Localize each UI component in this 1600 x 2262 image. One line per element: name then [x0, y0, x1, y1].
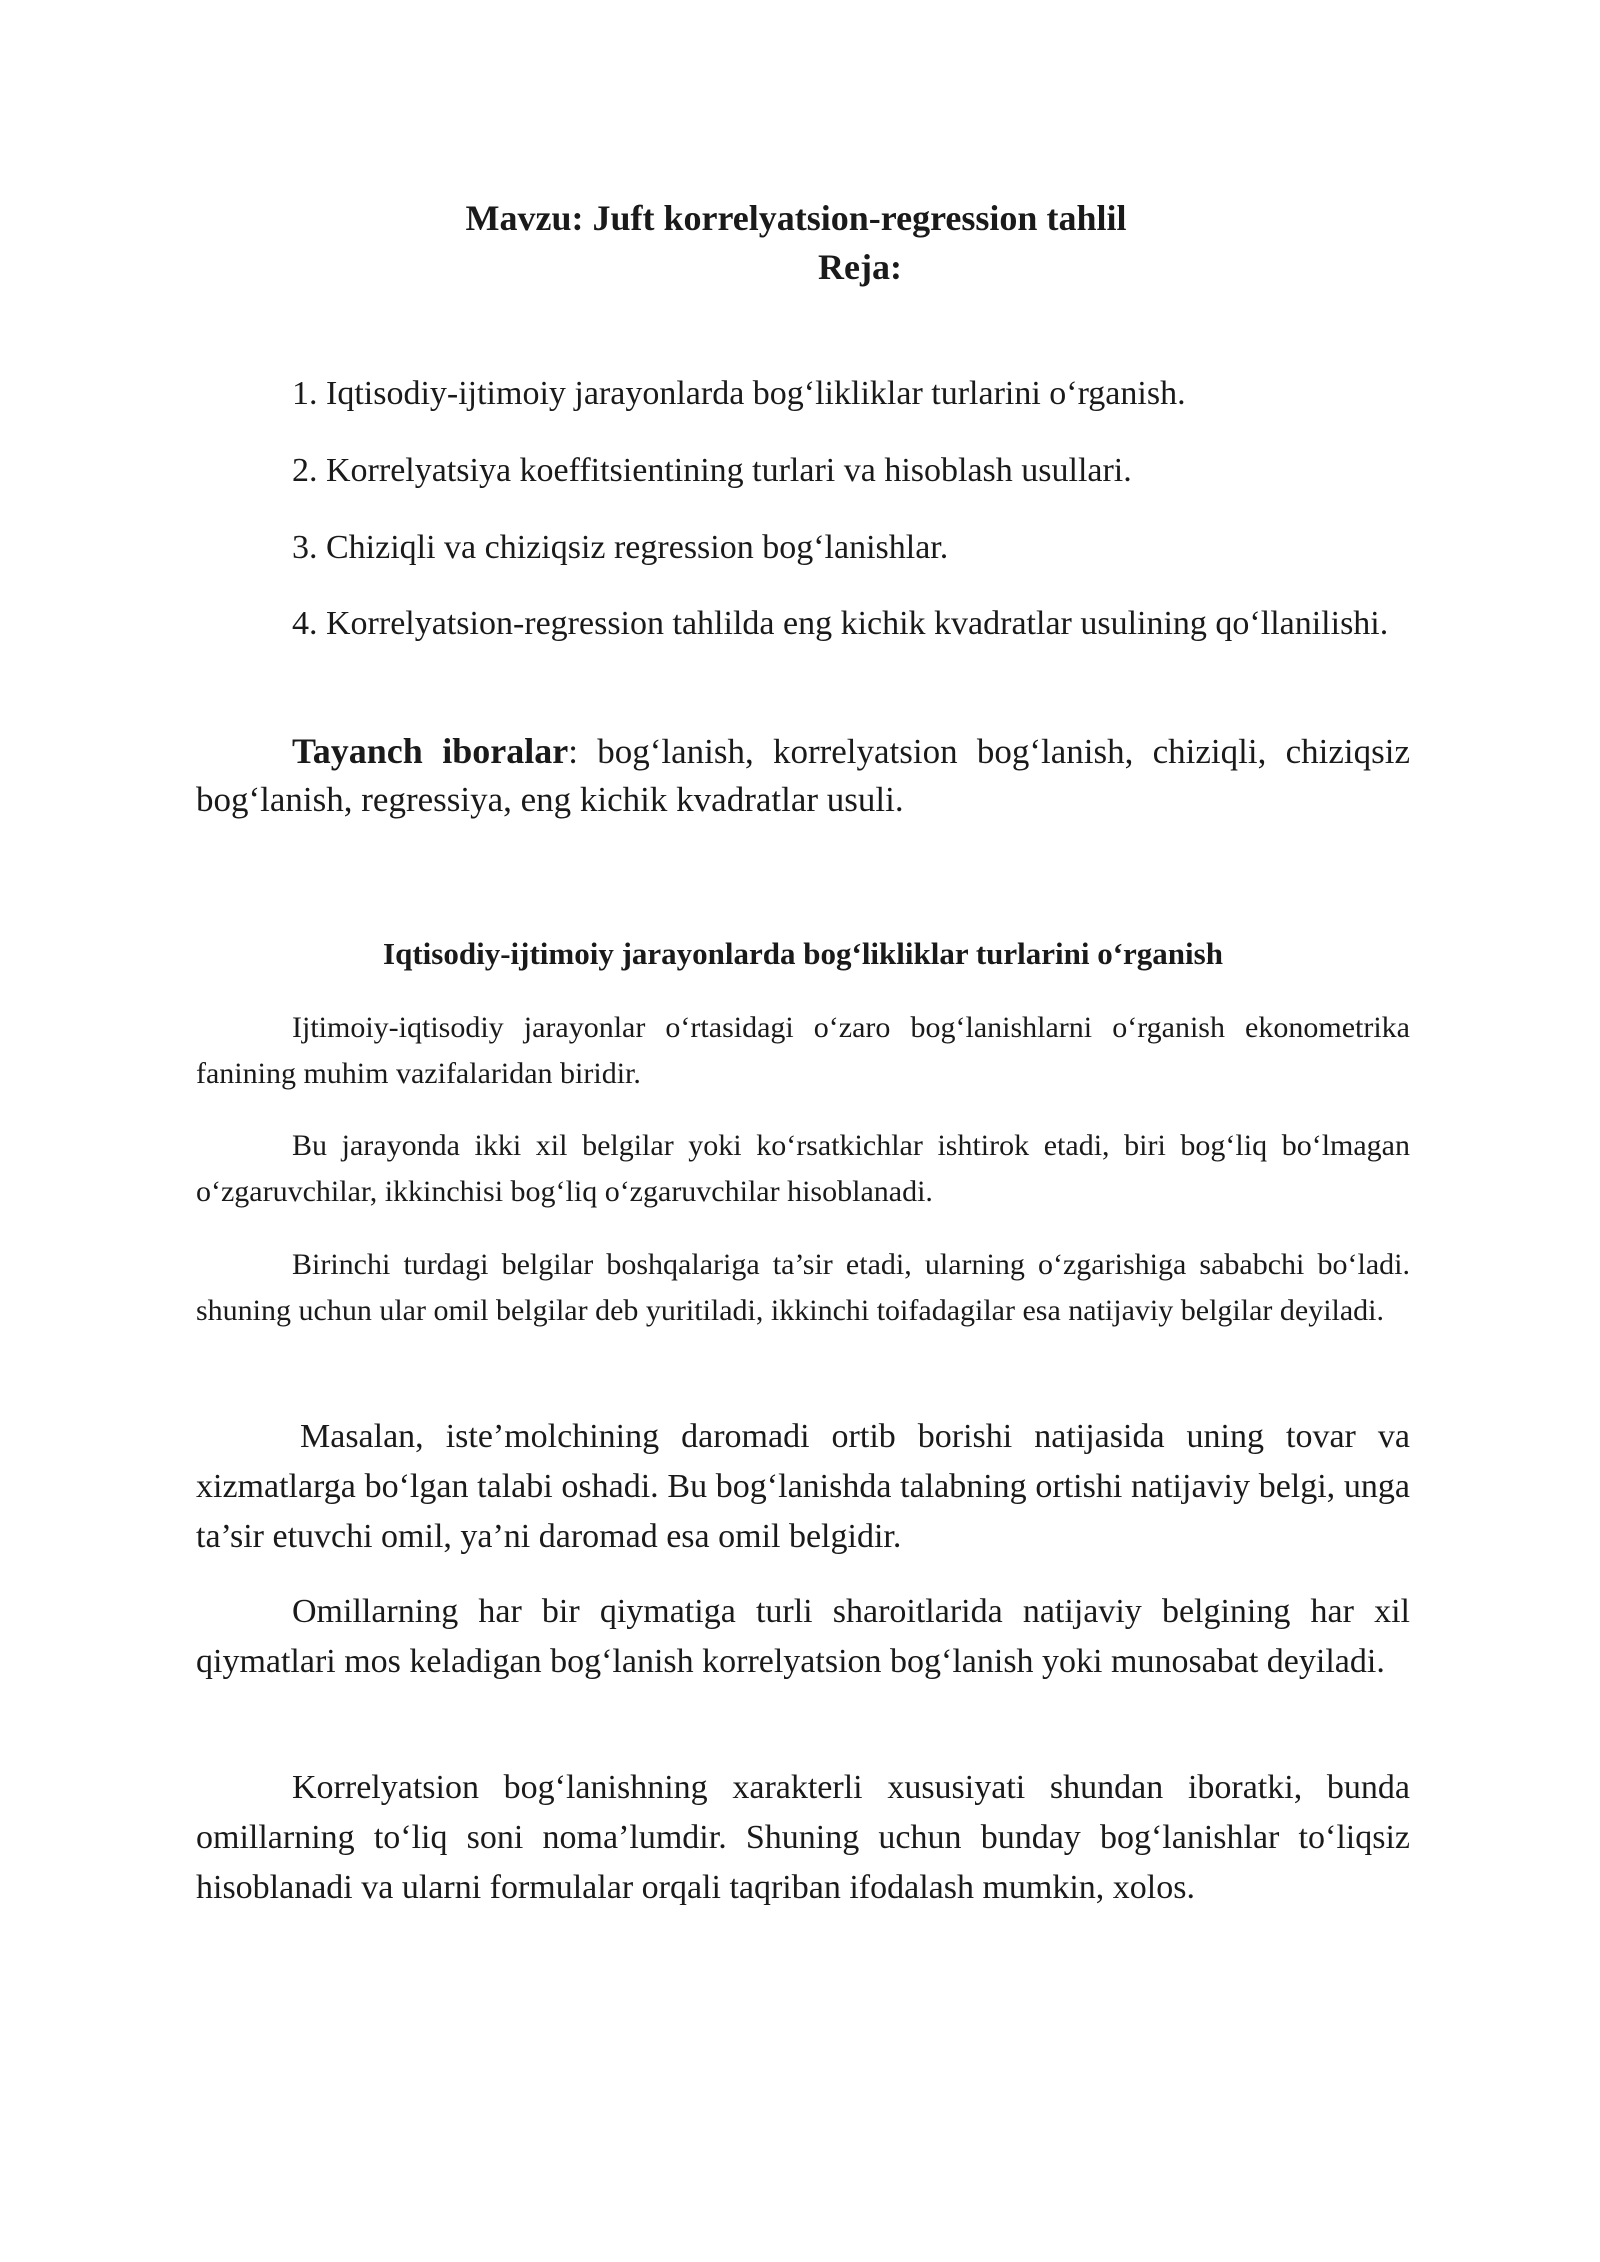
keywords-paragraph [196, 727, 1410, 824]
body-paragraph: Ijtimoiy-iqtisodiy jarayonlar o‘rtasidagi o‘zaro bog‘lanishlarni o‘rganish ekonometrika fanining muhim vazifalaridan biridir. [196, 1011, 1410, 1090]
plan-item: 3. Chiziqli va chiziqsiz regression bog‘lanishlar. [292, 529, 949, 566]
topic-title: Mavzu: Juft korrelyatsion-regression tahlil [465, 198, 1127, 238]
plan-heading: Reja: [818, 247, 902, 287]
body-paragraph: Birinchi turdagi belgilar boshqalariga ta’sir etadi, ularning o‘zgarishiga sababchi bo‘ladi. shuning uchun ular omil belgilar deb yuritiladi, ikkinchi toifadagilar esa natijaviy belgilar deyiladi. [196, 1248, 1410, 1327]
plan-item: 1. Iqtisodiy-ijtimoiy jarayonlarda bog‘likliklar turlarini o‘rganish. [292, 375, 1186, 412]
keywords-label: Tayanch iboralar [292, 731, 569, 771]
keywords-text: : bog‘lanish, korrelyatsion bog‘lanish, chiziqli, chiziqsiz bog‘lanish, regressiya, eng kichik kvadratlar usuli. [196, 732, 1410, 819]
plan-item: 4. Korrelyatsion-regression tahlilda eng kichik kvadratlar usulining qo‘llanilishi. [292, 605, 1389, 642]
body-paragraph: Bu jarayonda ikki xil belgilar yoki ko‘rsatkichlar ishtirok etadi, biri bog‘liq bo‘lmagan o‘zgaruvchilar, ikkinchisi bog‘liq o‘zgaruvchilar hisoblanadi. [196, 1129, 1410, 1208]
body-paragraph: Korrelyatsion bog‘lanishning xarakterli xususiyati shundan iboratki, bunda omillarning to‘liq soni noma’lumdir. Shuning uchun bunday bog‘lanishlar to‘liqsiz hisoblanadi va ularni formulalar orqali taqriban ifodalash mumkin, xolos. [196, 1769, 1410, 1906]
section-title: Iqtisodiy-ijtimoiy jarayonlarda bog‘likliklar turlarini o‘rganish [383, 936, 1223, 971]
body-paragraph: Omillarning har bir qiymatiga turli sharoitlarida natijaviy belgining har xil qiymatlari mos keladigan bog‘lanish korrelyatsion bog‘lanish yoki munosabat deyiladi. [196, 1593, 1410, 1680]
body-paragraph: Masalan, iste’molchining daromadi ortib borishi natijasida uning tovar va xizmatlarga bo‘lgan talabi oshadi. Bu bog‘lanishda talabning ortishi natijaviy belgi, unga ta’sir etuvchi omil, ya’ni daromad esa omil belgidir. [196, 1418, 1410, 1555]
plan-item: 2. Korrelyatsiya koeffitsientining turlari va hisoblash usullari. [292, 452, 1132, 489]
